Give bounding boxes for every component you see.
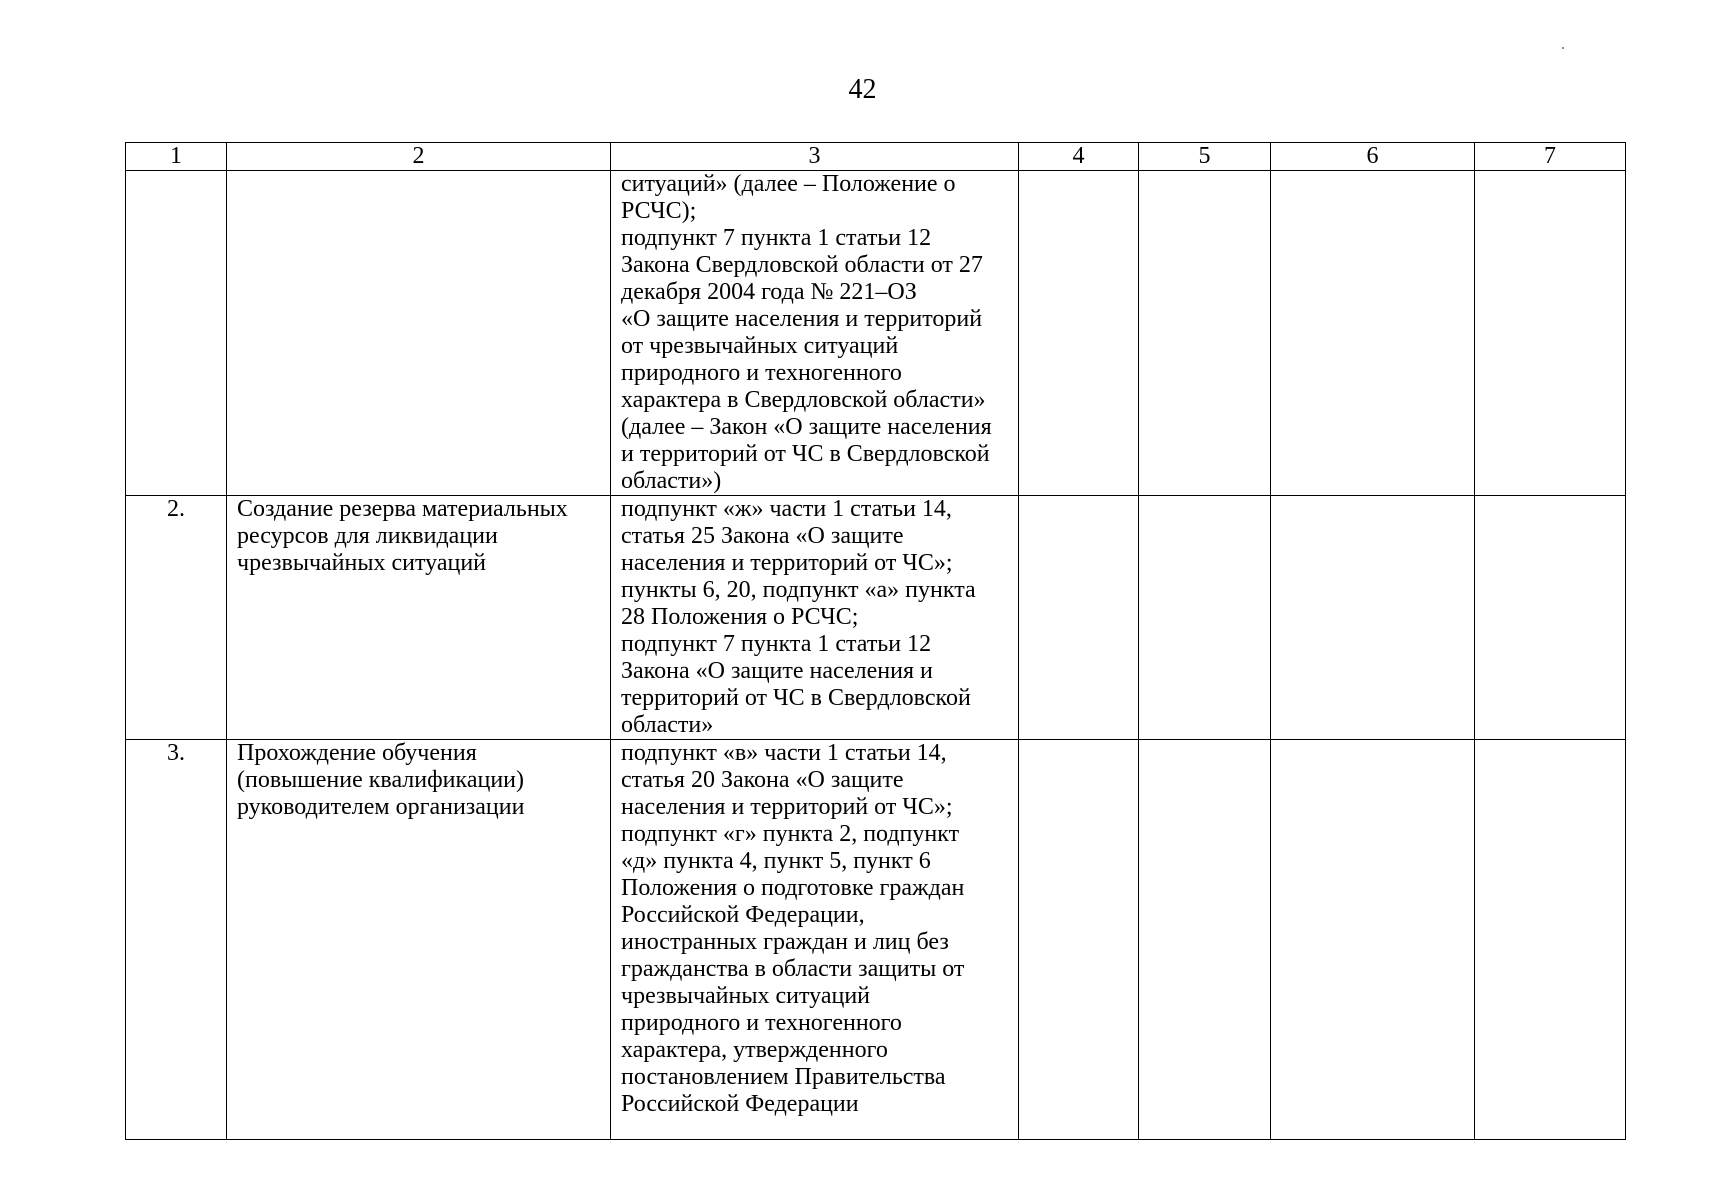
legal-basis-line: РСЧС); (621, 198, 697, 224)
legal-basis (611, 171, 1019, 496)
legal-basis-line: Закона Свердловской области от 27 (621, 252, 983, 278)
table-body (126, 171, 1626, 1140)
legal-basis-line: и территорий от ЧС в Свердловской (621, 441, 990, 467)
legal-basis-line: «д» пункта 4, пункт 5, пункт 6 (621, 848, 931, 874)
legal-basis-line: Положения о подготовке граждан (621, 875, 965, 901)
legal-basis-line: населения и территорий от ЧС»; (621, 550, 953, 576)
legal-basis-line: территорий от ЧС в Свердловской (621, 685, 971, 711)
legal-basis-line: «О защите населения и территорий (621, 306, 983, 332)
legal-basis-line: постановлением Правительства (621, 1064, 946, 1090)
legal-basis-line: населения и территорий от ЧС»; (621, 794, 953, 820)
col-4-cell (1019, 496, 1139, 740)
header-row (126, 143, 1626, 171)
col-6-cell (1271, 171, 1475, 496)
col-5-cell (1139, 171, 1271, 496)
legal-basis-line: природного и техногенного (621, 1010, 902, 1036)
legal-basis-line: статья 25 Закона «О защите (621, 523, 904, 549)
page-number: 42 (848, 74, 877, 105)
col-6-cell (1271, 740, 1475, 1140)
legal-basis-line: подпункт 7 пункта 1 статьи 12 (621, 225, 932, 251)
legal-basis-line: подпункт 7 пункта 1 статьи 12 (621, 631, 932, 657)
requirement-title-line: Создание резерва материальных (237, 496, 568, 522)
col-header-7: 7 (1475, 143, 1626, 171)
col-6-cell (1271, 496, 1475, 740)
requirement-title-line: чрезвычайных ситуаций (237, 550, 487, 576)
legal-basis-line: (далее – Закон «О защите населения (621, 414, 992, 440)
col-4-cell (1019, 740, 1139, 1140)
legal-basis-line: Закона «О защите населения и (621, 658, 933, 684)
legal-basis-line: Российской Федерации, (621, 902, 865, 928)
col-7-cell (1475, 740, 1626, 1140)
col-5-cell (1139, 740, 1271, 1140)
requirement-title-line: (повышение квалификации) (237, 767, 524, 793)
legal-basis-line: 28 Положения о РСЧС; (621, 604, 859, 630)
table-row (126, 171, 1626, 496)
table-row (126, 740, 1626, 1140)
row-number: 2. (126, 496, 227, 740)
col-header-5: 5 (1139, 143, 1271, 171)
col-4-cell (1019, 171, 1139, 496)
legal-basis (611, 496, 1019, 740)
legal-basis-line: статья 20 Закона «О защите (621, 767, 904, 793)
legal-basis-line: декабря 2004 года № 221–ОЗ (621, 279, 917, 305)
legal-basis-line: ситуаций» (далее – Положение о (621, 171, 956, 197)
requirement-title-line: ресурсов для ликвидации (237, 523, 498, 549)
legal-basis-line: подпункт «ж» части 1 статьи 14, (621, 496, 952, 522)
legal-basis-line: от чрезвычайных ситуаций (621, 333, 899, 359)
scan-speck (1562, 47, 1564, 49)
requirements-table (125, 142, 1626, 1140)
requirement-title-line: Прохождение обучения (237, 740, 477, 766)
legal-basis (611, 740, 1019, 1140)
col-header-3: 3 (611, 143, 1019, 171)
col-7-cell (1475, 496, 1626, 740)
legal-basis-line: области») (621, 468, 722, 494)
col-header-1: 1 (126, 143, 227, 171)
col-header-2: 2 (227, 143, 611, 171)
legal-basis-line: подпункт «г» пункта 2, подпункт (621, 821, 960, 847)
col-header-6: 6 (1271, 143, 1475, 171)
row-number: 3. (126, 740, 227, 1140)
requirement-title (227, 740, 611, 1140)
legal-basis-line: природного и техногенного (621, 360, 902, 386)
row-number (126, 171, 227, 496)
requirement-title-line: руководителем организации (237, 794, 525, 820)
legal-basis-line: пункты 6, 20, подпункт «а» пункта (621, 577, 976, 603)
legal-basis-line: Российской Федерации (621, 1091, 859, 1117)
legal-basis-line: подпункт «в» части 1 статьи 14, (621, 740, 947, 766)
table-row (126, 496, 1626, 740)
col-5-cell (1139, 496, 1271, 740)
legal-basis-line: характера в Свердловской области» (621, 387, 986, 413)
requirement-title (227, 171, 611, 496)
legal-basis-line: иностранных граждан и лиц без (621, 929, 949, 955)
requirement-title (227, 496, 611, 740)
legal-basis-line: области» (621, 712, 714, 738)
legal-basis-line: чрезвычайных ситуаций (621, 983, 871, 1009)
col-7-cell (1475, 171, 1626, 496)
col-header-4: 4 (1019, 143, 1139, 171)
legal-basis-line: гражданства в области защиты от (621, 956, 965, 982)
legal-basis-line: характера, утвержденного (621, 1037, 888, 1063)
